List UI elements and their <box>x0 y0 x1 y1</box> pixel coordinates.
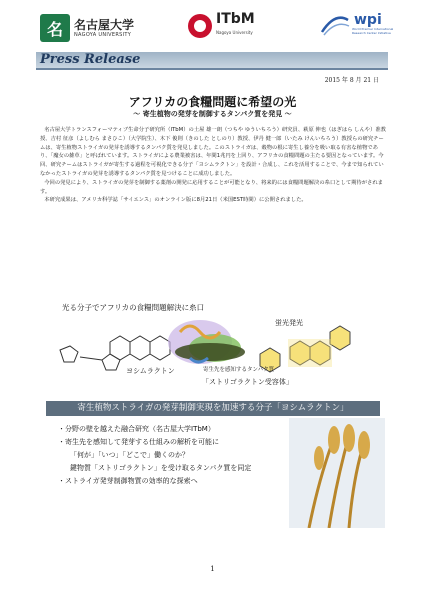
page-subtitle: ～ 寄生植物の発芽を制御するタンパク質を発見 ～ <box>133 110 292 118</box>
bullet-subitem-2: 鍵物質「ストリゴラクトン」を受け取るタンパク質を同定 <box>70 464 252 472</box>
summary-bullets <box>58 423 288 488</box>
wpi-name: wpi <box>354 12 382 28</box>
logo-bar <box>0 8 425 48</box>
bullet-item-1: ・分野の壁を越えた融合研究（名古屋大学ITbM） <box>58 425 215 433</box>
receptor-label: 「ストリゴラクトン受容体」 <box>202 378 293 386</box>
body-paragraph-2: 今回の発見により、ストライガの発芽を制御する薬剤の開発に応用することが可能となり、将来的には食糧問題解決の糸口として期待がされます。 <box>40 179 383 195</box>
research-figure <box>40 302 386 400</box>
wpi-emblem-icon <box>318 10 352 38</box>
nagoya-emblem-icon: 名 <box>40 14 70 42</box>
nagoya-university-logo <box>40 14 134 42</box>
molecule-label: ヨシムラクトン <box>126 367 175 375</box>
body-paragraph-3: 本研究成果は、アメリカ科学誌「サイエンス」のオンライン版に8月21日（米国EST時間）に公開されました。 <box>44 197 307 204</box>
protein-small-label: 寄生先を感知するタンパク質 <box>203 367 275 373</box>
fluorescence-label: 蛍光発光 <box>275 319 303 327</box>
yoshimulactone-molecule-icon <box>60 336 170 370</box>
summary-banner: 寄生植物ストライガの発芽制御実現を加速する分子「ヨシムラクトン」 <box>46 401 380 416</box>
itbm-emblem-icon <box>188 14 212 38</box>
itbm-logo <box>188 12 255 40</box>
bullet-item-3: ・ストライガ発芽制御物質の効率的な探索へ <box>58 477 198 485</box>
figure-caption: 光る分子でアフリカの食糧問題解決に糸口 <box>62 303 205 312</box>
bullet-subitem-1: 「何が」「いつ」「どこで」働くのか？ <box>70 451 189 459</box>
press-release-label: Press Release <box>40 52 141 67</box>
wpi-sub-1: World Premier International <box>352 27 394 31</box>
page-title: アフリカの食糧問題に希望の光 <box>128 95 297 109</box>
body-text <box>40 126 386 205</box>
wheat-image-icon <box>289 418 385 528</box>
protein-ribbon-icon <box>168 320 245 364</box>
itbm-sub: Nagoya University <box>216 30 253 35</box>
wpi-logo <box>318 10 393 38</box>
nagoya-name-jp: 名古屋大学 <box>74 17 135 32</box>
bullet-item-2: ・寄生先を感知して発芽する仕組みの解析を可能に <box>58 438 219 446</box>
release-date: 2015 年 8 月 21 日 <box>324 77 379 84</box>
page-number: 1 <box>210 565 215 573</box>
itbm-name: ITbM <box>216 11 255 27</box>
press-release-bar <box>36 52 388 70</box>
wpi-sub-2: Research Center Initiative <box>352 31 391 35</box>
nagoya-name-en: NAGOYA UNIVERSITY <box>74 31 132 38</box>
body-paragraph-1: 名古屋大学トランスフォーマティブ生命分子研究所（ITbM）の土屋 雄一朗（つちや ゆういちろう）研究員、萩原 伸也（はぎはら しんや）准教授、吉村 征彦（よしむら まさひこ）（大学院生）、木下 俊則（きのした としのり）教授、伊丹 健一郎（いたみ けんいちろう）教授らの研究チームは、寄生植物ストライガの発芽を誘導するタンパク質を発見しました。このストライガは、穀物の根に寄生し養分を吸い取る有害な植物であり、「魔女の雑草」と呼ばれています。ストライガによる農業被害は、年間1兆円を上回り、アフリカの食糧問題の主たる要因となっています。今回、研究チームはストライガが寄生する過程を可視化できる分子「ヨシムラクトン」を設計・合成し、これを活用することで、今まで知られていなかったストライガの発芽を誘導するタンパク質を見つけることに成功しました。 <box>40 127 386 177</box>
